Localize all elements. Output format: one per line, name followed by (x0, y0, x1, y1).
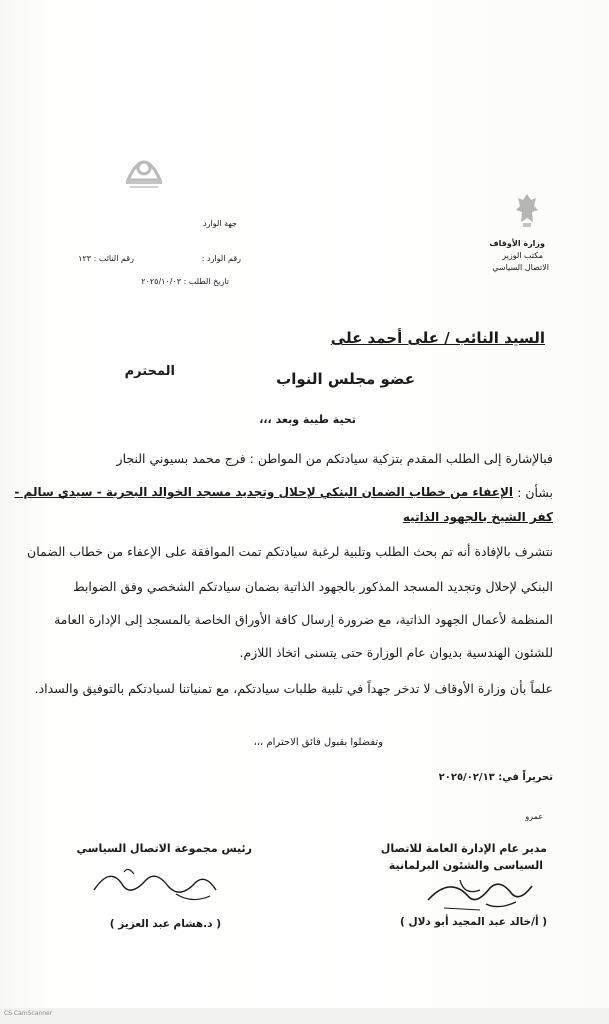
scanner-footer-text: CS CamScanner (4, 1010, 53, 1017)
subject-line-2: كفر الشيخ بالجهود الذاتيه (402, 510, 553, 524)
left-signatory-title: رئيس مجموعة الاتصال السياسي (76, 842, 252, 855)
body-line-1: نتشرف بالإفادة أنه تم بحث الطلب وتلبية لرغبة سيادتكم تمت الموافقة على الإعفاء من خطاب الضمان (27, 544, 553, 559)
issue-date: تحريراً في: ٢٠٢٥/٠٢/١٣ (438, 772, 553, 783)
ministry-office: مكتب الوزير (502, 251, 543, 260)
incoming-box-title: جهة الوارد (203, 219, 237, 228)
eagle-emblem-icon (512, 190, 542, 230)
addressee-title: عضو مجلس النواب (276, 370, 415, 388)
right-signature-icon (420, 866, 540, 916)
reference-paragraph: فبالإشارة إلى الطلب المقدم بتزكية سيادتكم من المواطن : فرج محمد بسيوني النجار (116, 451, 553, 466)
addressee-name: السيد النائب / على أحمد على (330, 329, 545, 347)
closing-note: علماً بأن وزارة الأوقاف لا تدخر جهداً في تلبية طلبات سيادتكم، مع تمنياتنا لسيادتكم بالتوفيق والسداد. (34, 681, 553, 696)
short-note: عمرو (525, 812, 543, 821)
subject-line-1: الإعفاء من خطاب الضمان البنكي لإحلال وتجديد مسجد الخوالد البحرية - سيدي سالم - (14, 485, 513, 499)
regards: وتفضلوا بقبول فائق الاحترام ،،، (253, 737, 383, 748)
right-signatory-title-1: مدير عام الإدارة العامة للاتصال (380, 842, 547, 855)
respected-label: المحترم (124, 364, 175, 379)
ministry-name: وزارة الأوقاف (489, 239, 545, 248)
left-signature-icon (84, 860, 224, 908)
greeting: تحية طيبة وبعد ،،، (259, 413, 356, 426)
deputy-number: رقم النائب : ١٢٣ (78, 254, 134, 263)
left-signatory-name: ( د.هشام عبد العزيز ) (109, 918, 221, 930)
right-signatory-title-2: السياسى والشئون البرلمانية (388, 859, 543, 872)
subject-prefix: بشأن : (517, 485, 553, 500)
right-signatory-name: ( أ/خالد عبد المجيد أبو دلال ) (400, 916, 547, 928)
scanner-footer (0, 1008, 609, 1024)
request-date: تاريخ الطلب : ٢٠٢٥/١٠/٠٣ (141, 277, 229, 286)
body-line-4: للشئون الهندسية بديوان عام الوزارة حتى يتسنى اتخاذ اللازم. (239, 645, 553, 660)
ministry-department: الاتصال السياسي (492, 263, 549, 272)
body-line-2: البنكي لإحلال وتجديد المسجد المذكور بالجهود الذاتية بضمان سيادتكم الشخصي وفق الضوابط (73, 579, 553, 594)
body-line-3: المنظمة لأعمال الجهود الذاتية، مع ضرورة إرسال كافة الأوراق الخاصة بالمسجد إلى الإدارة العامة (54, 612, 553, 627)
incoming-number-label: رقم الوارد : (201, 254, 241, 263)
ministry-logo-icon (118, 140, 170, 192)
